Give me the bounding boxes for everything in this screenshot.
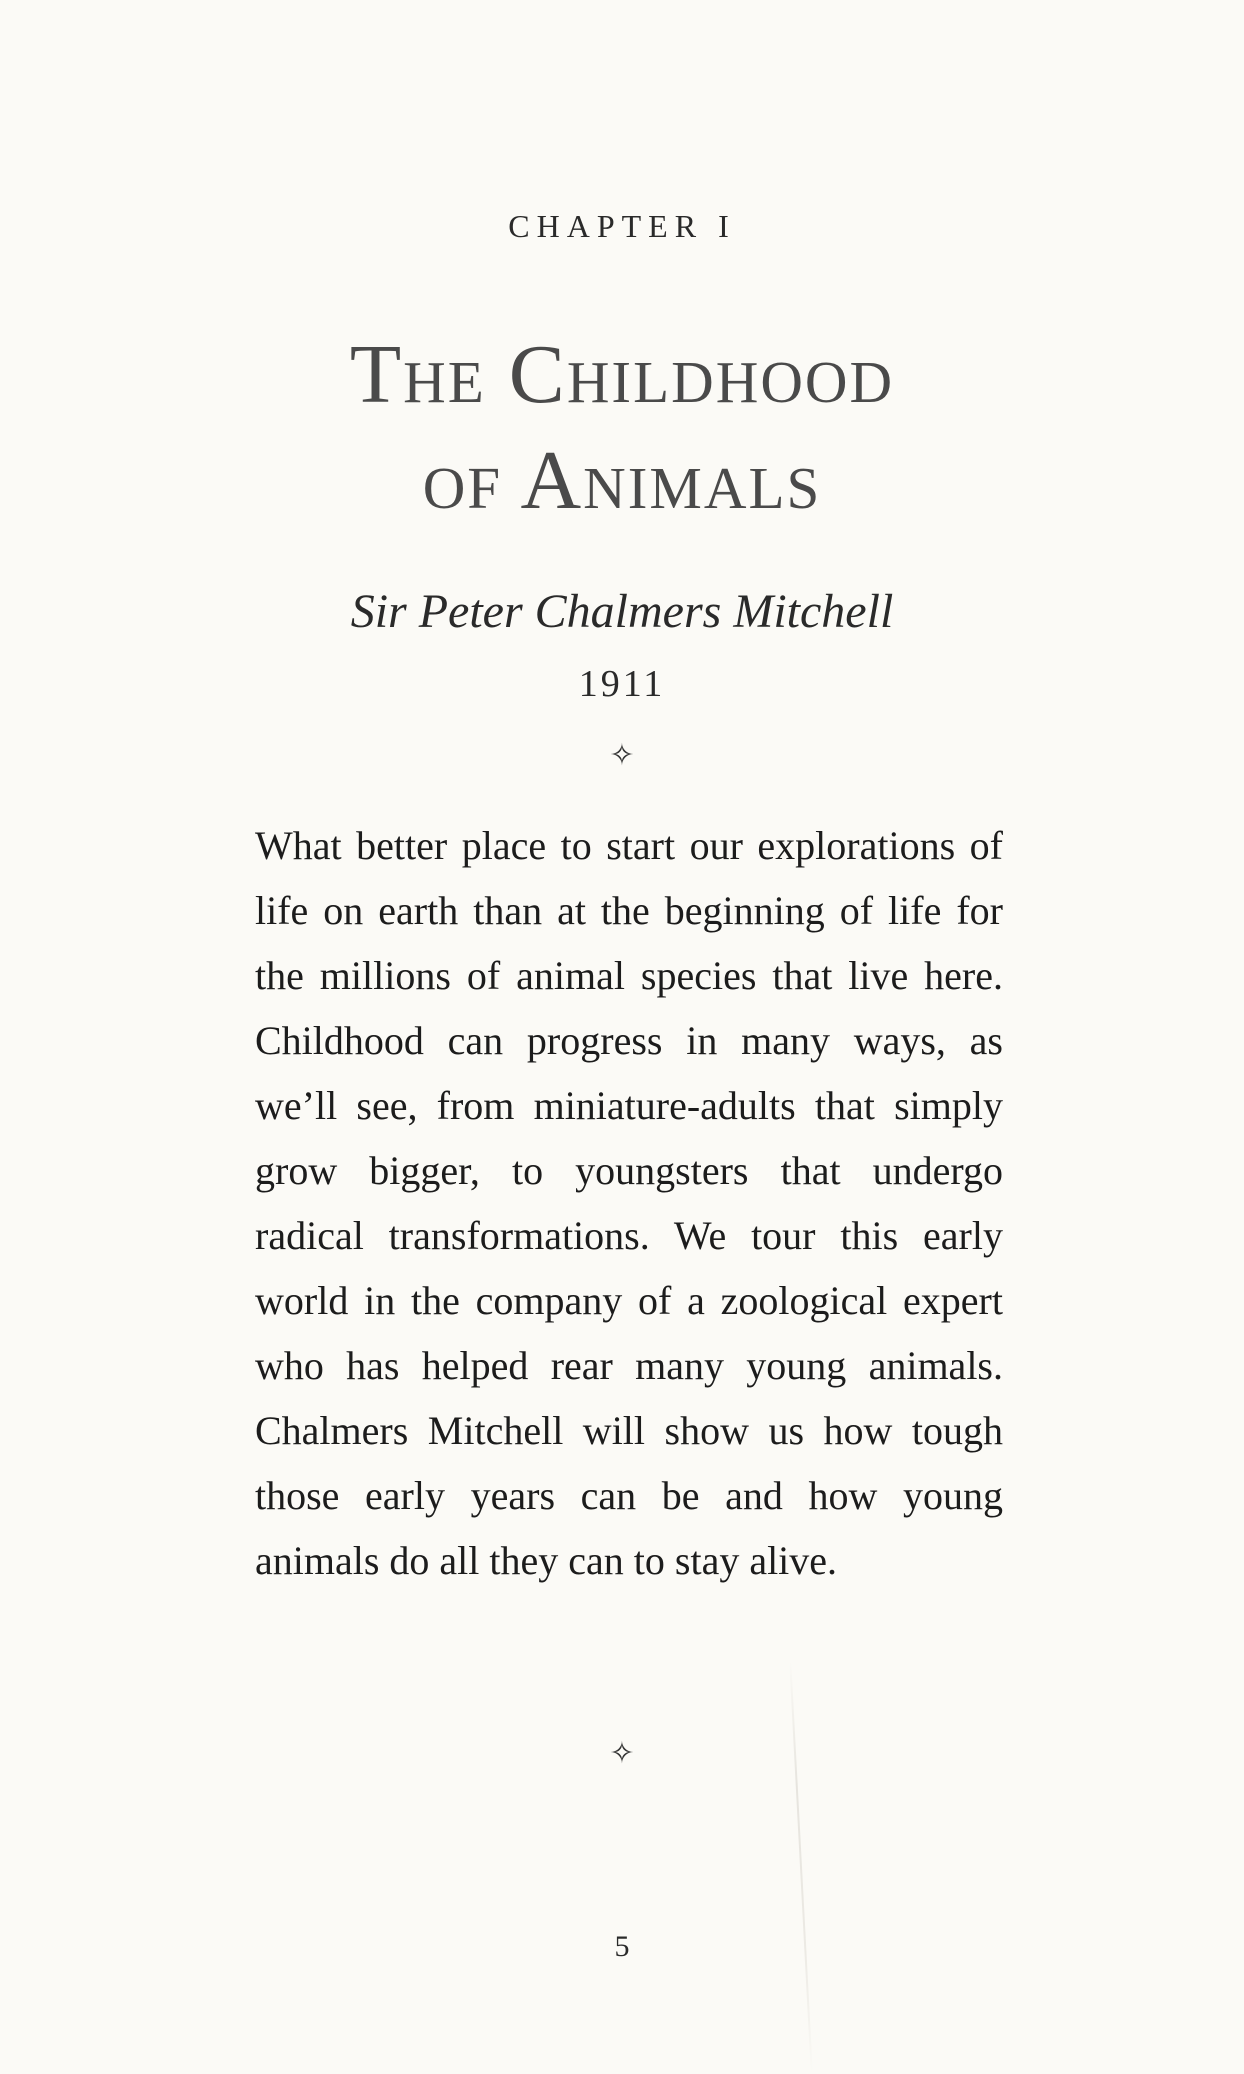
chapter-label: CHAPTER I [508, 208, 736, 244]
four-point-star-icon: ✧ [609, 1737, 635, 1770]
chapter-title-line-2: of Animals [422, 434, 822, 527]
publication-year: 1911 [578, 663, 666, 705]
author-name: Sir Peter Chalmers Mitchell [350, 585, 894, 638]
chapter-title [0, 322, 1244, 534]
page-number: 5 [614, 1930, 630, 1963]
four-point-star-icon: ✧ [609, 739, 635, 772]
chapter-introduction: What better place to start our explorations of life on earth than at the beginning of life for the millions of animal species that live here. Childhood can progress in many ways, as we’ll see, from miniature-adults that simply grow bigger, to youngsters that undergo radical transformations. We tour this early world in the company of a zoological expert who has helped rear many young animals. Chalmers Mitchell will show us how tough those early years can be and how young animals do all they can to stay alive. [255, 823, 1003, 1583]
chapter-title-line-1: The Childhood [349, 328, 895, 421]
paper-crease [789, 1660, 813, 2074]
